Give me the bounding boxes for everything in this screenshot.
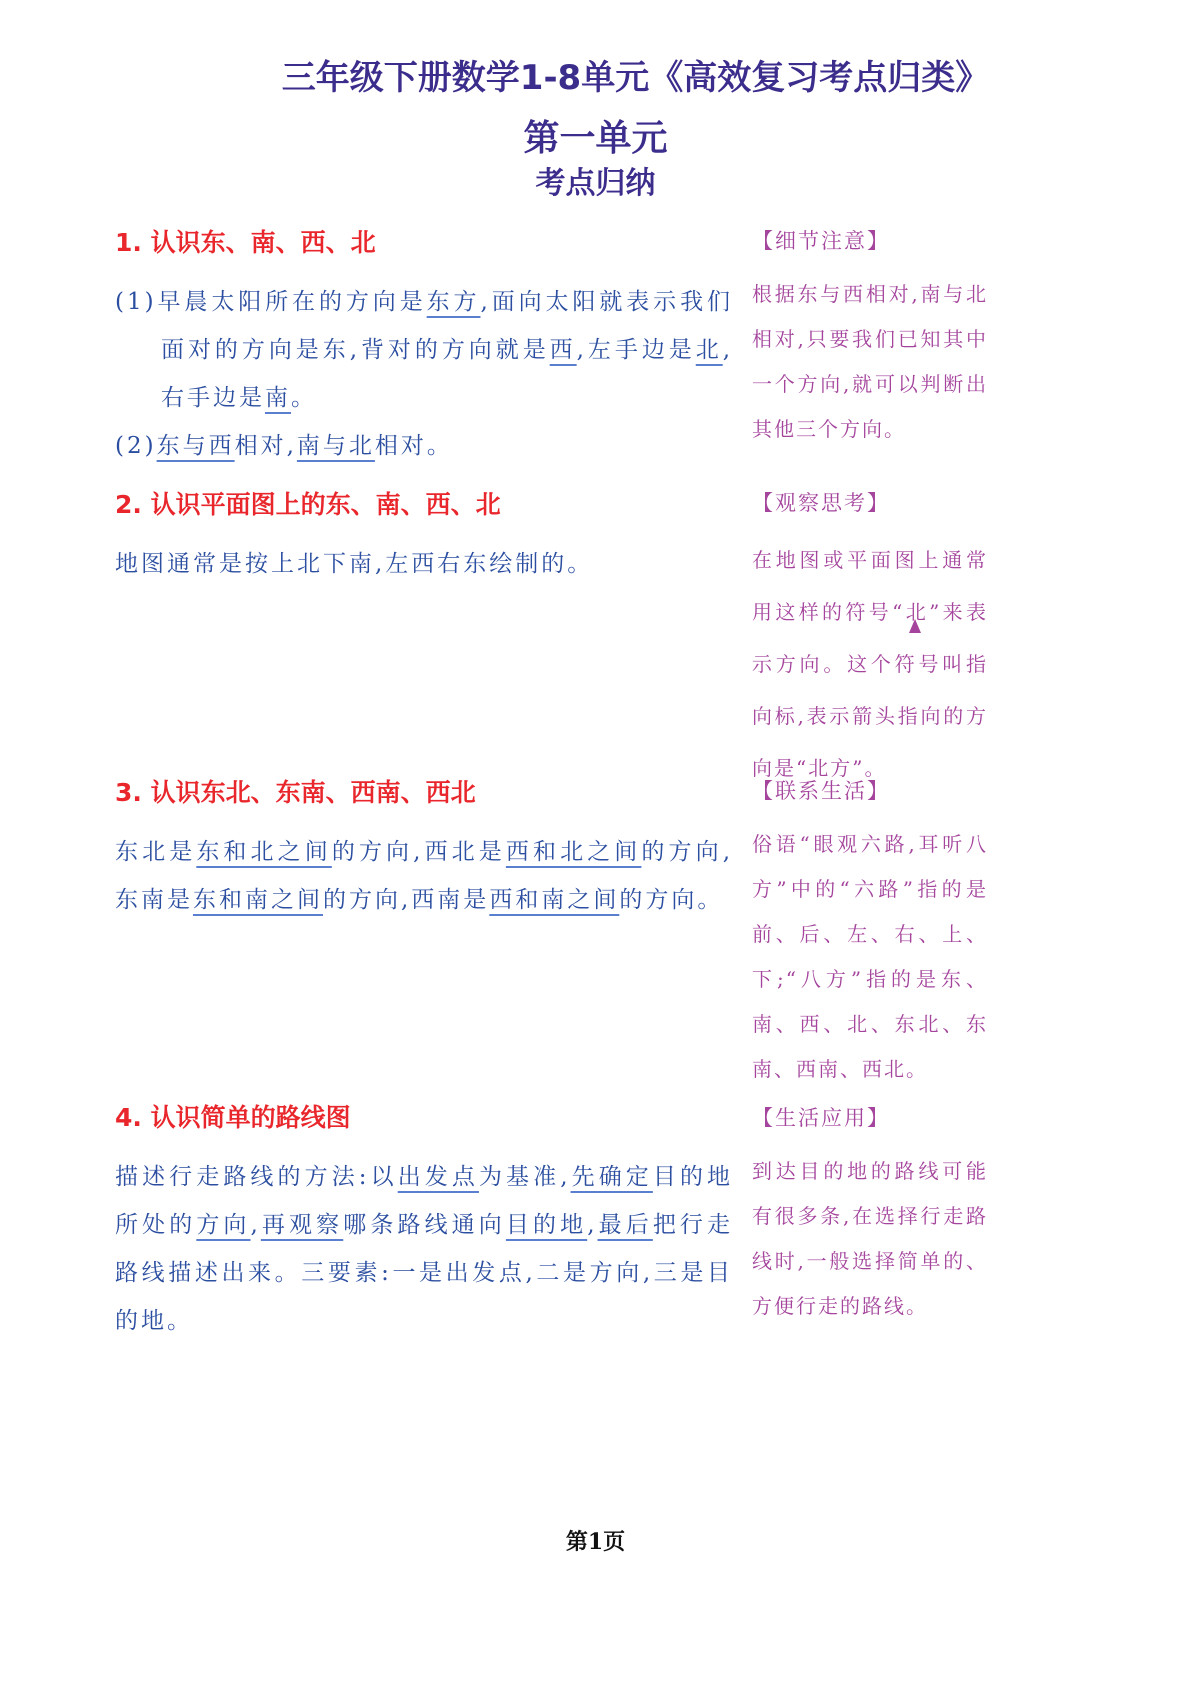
underlined-keyword: 方向: [196, 1212, 251, 1238]
underlined-keyword: 北: [695, 337, 723, 363]
side-note-text: [752, 534, 988, 794]
side-note-3: [752, 776, 988, 1092]
side-note-title: 【联系生活】: [752, 779, 890, 803]
page-number: 第1页: [565, 1529, 626, 1555]
text-segment: 哪条路线通向: [343, 1212, 506, 1238]
underlined-keyword: 再观察: [260, 1212, 344, 1238]
text-segment: (1)早晨太阳所在的方向是: [115, 289, 427, 315]
text-segment: 描述行走路线的方法:以: [115, 1164, 398, 1190]
side-note-title: 【生活应用】: [752, 1106, 890, 1130]
underlined-keyword: 先确定: [570, 1164, 653, 1190]
paragraph: [115, 828, 733, 924]
underlined-keyword: 目的地: [505, 1212, 588, 1238]
side-note-text: 俗语“眼观六路,耳听八方”中的“六路”指的是前、后、左、右、上、下;“八方”指的是东、南、西、北、东北、东南、西南、西北。: [752, 832, 988, 1081]
side-note-text-a: 在地图或平面图上通常用这样的符号“北: [752, 548, 988, 624]
text-segment: ,: [587, 1212, 598, 1238]
text-segment: 。: [291, 385, 317, 411]
text-segment: 的方向,东南是: [115, 839, 734, 913]
unit-title: 第一单元: [523, 118, 668, 159]
text-segment: (2): [115, 433, 157, 459]
paragraph: [115, 1153, 733, 1345]
section-heading: 4. 认识简单的路线图: [115, 1103, 351, 1132]
underlined-keyword: 出发点: [397, 1164, 479, 1190]
side-note-1: [752, 226, 988, 452]
underlined-keyword: 东和北之间: [196, 839, 332, 865]
side-note-2: [752, 488, 988, 794]
underlined-keyword: 东和南之间: [193, 887, 323, 913]
underlined-keyword: 西和南之间: [489, 887, 620, 913]
section-2: [115, 490, 733, 588]
text-segment: 东北是: [115, 839, 197, 865]
paragraph: [115, 278, 733, 422]
text-segment: 地图通常是按上北下南,左西右东绘制的。: [115, 551, 594, 577]
text-segment: 的方向。: [619, 887, 724, 913]
paragraph: [115, 540, 733, 588]
section-subtitle: 考点归纳: [535, 166, 656, 201]
text-segment: ,面向太阳就表示我们面对的方向是东,背对的方向就是: [161, 289, 734, 363]
section-4: [115, 1103, 733, 1345]
text-segment: 目的地所处的: [115, 1164, 734, 1238]
side-note-text-b: ”来表示方向。这个符号叫指向标,表示箭头指向的方向是“北方”。: [752, 600, 988, 780]
side-note-text: 根据东与西相对,南与北相对,只要我们已知其中一个方向,就可以判断出其他三个方向。: [752, 282, 988, 441]
underlined-keyword: 南: [265, 385, 291, 411]
underlined-keyword: 东与西: [156, 433, 235, 459]
underlined-keyword: 南与北: [296, 433, 375, 459]
side-note-4: [752, 1103, 988, 1329]
underlined-keyword: 西和北之间: [505, 839, 642, 865]
text-segment: ,左手边是: [576, 337, 696, 363]
text-segment: 的方向,西南是: [323, 887, 490, 913]
section-heading: 3. 认识东北、东南、西南、西北: [115, 778, 476, 807]
side-note-title: 【观察思考】: [752, 491, 890, 515]
side-note-text: 到达目的地的路线可能有很多条,在选择行走路线时,一般选择简单的、方便行走的路线。: [752, 1159, 988, 1318]
text-segment: 的方向,西北是: [331, 839, 506, 865]
underlined-keyword: 西: [549, 337, 577, 363]
text-segment: ,: [250, 1212, 261, 1238]
text-segment: ,右手边是: [161, 337, 734, 411]
text-segment: 为基准,: [478, 1164, 571, 1190]
document-title: 三年级下册数学1-8单元《高效复习考点归类》: [281, 58, 990, 98]
text-segment: 把行走路线描述出来。三要素:一是出发点,二是方向,三是目的地。: [115, 1212, 734, 1334]
paragraph: [115, 422, 733, 470]
underlined-keyword: 东方: [426, 289, 481, 315]
side-note-title: 【细节注意】: [752, 229, 890, 253]
north-arrow-icon: [909, 619, 921, 633]
underlined-keyword: 最后: [597, 1212, 653, 1238]
section-heading: 1. 认识东、南、西、北: [115, 228, 376, 257]
text-segment: 相对。: [374, 433, 453, 459]
section-3: [115, 778, 733, 924]
section-1: [115, 228, 733, 470]
text-segment: 相对,: [234, 433, 297, 459]
section-heading: 2. 认识平面图上的东、南、西、北: [115, 490, 501, 519]
